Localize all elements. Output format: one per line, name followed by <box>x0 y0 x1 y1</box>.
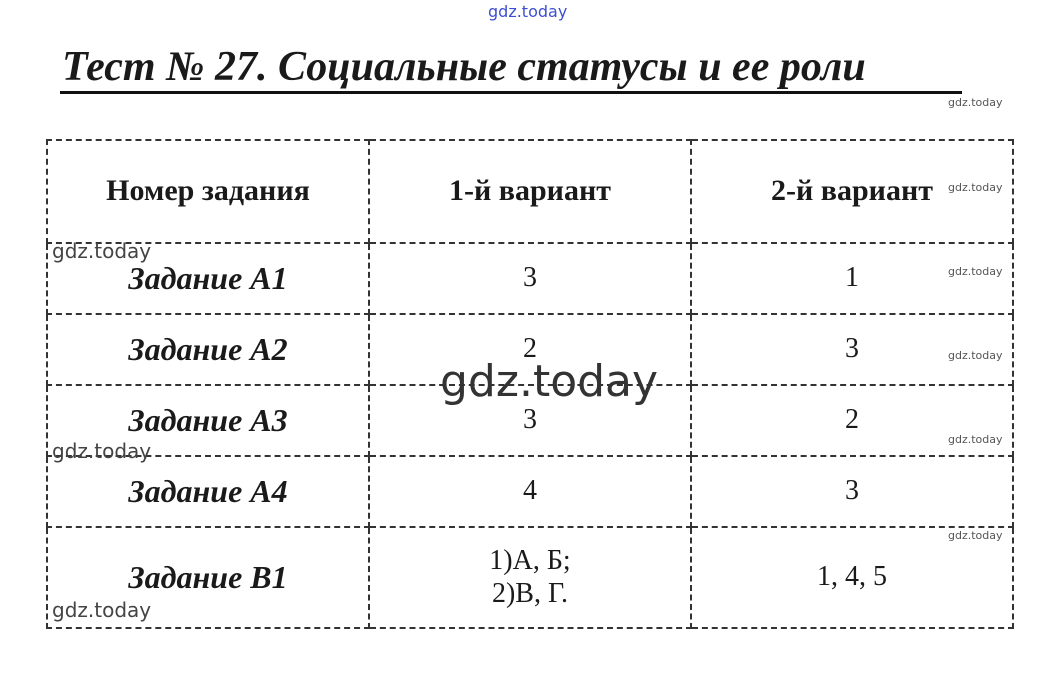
watermark: gdz.today <box>948 349 1003 362</box>
task-label: Задание А3 <box>47 385 369 456</box>
watermark: gdz.today <box>52 439 152 463</box>
watermark: gdz.today <box>948 265 1003 278</box>
answer-variant-1: 4 <box>369 456 691 527</box>
watermark: gdz.today <box>948 181 1003 194</box>
answer-variant-1: 3 <box>369 385 691 456</box>
task-label: Задание А2 <box>47 314 369 385</box>
answer-variant-2: 1, 4, 5 <box>691 527 1013 628</box>
header-variant-2: 2-й вариант <box>691 140 1013 243</box>
header-task-number: Номер задания <box>47 140 369 243</box>
task-label: Задание А1 <box>47 243 369 314</box>
watermark: gdz.today <box>948 529 1003 542</box>
watermark-top: gdz.today <box>488 2 568 21</box>
table-row <box>47 243 1013 314</box>
answer-variant-2: 1 <box>691 243 1013 314</box>
task-label: Задание В1 <box>47 527 369 628</box>
answer-variant-1: 2 <box>369 314 691 385</box>
watermark: gdz.today <box>52 239 152 263</box>
answer-variant-1 <box>369 527 691 628</box>
watermark: gdz.today <box>948 96 1003 109</box>
answer-line: 1)А, Б; <box>489 545 571 577</box>
table-row <box>47 456 1013 527</box>
answer-variant-1: 3 <box>369 243 691 314</box>
table-header-row <box>47 140 1013 243</box>
watermark-center: gdz.today <box>440 356 659 407</box>
answer-variant-2: 2 <box>691 385 1013 456</box>
table-row <box>47 527 1013 628</box>
header-variant-1: 1-й вариант <box>369 140 691 243</box>
answer-line: 2)В, Г. <box>491 577 569 609</box>
watermark: gdz.today <box>948 433 1003 446</box>
answer-variant-2: 3 <box>691 314 1013 385</box>
answer-variant-2: 3 <box>691 456 1013 527</box>
title-underline <box>60 91 962 94</box>
task-label: Задание А4 <box>47 456 369 527</box>
page-title: Тест № 27. Социальные статусы и ее роли <box>62 44 866 90</box>
watermark: gdz.today <box>52 598 152 622</box>
